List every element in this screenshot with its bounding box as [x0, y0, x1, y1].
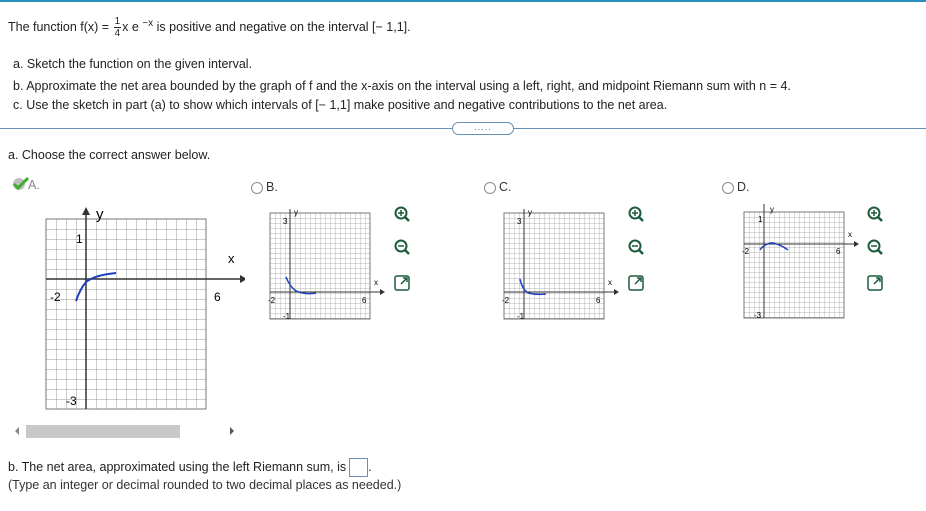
- zoom-out-icon[interactable]: [393, 238, 411, 256]
- zoom-out-icon[interactable]: [866, 238, 884, 256]
- x-max-tick: 6: [362, 296, 367, 305]
- y-bottom-tick: -1: [517, 312, 525, 320]
- problem-intro-suffix: is positive and negative on the interval [− 1,1].: [156, 19, 411, 34]
- x-max-tick: 6: [214, 290, 221, 304]
- grid: [270, 213, 370, 319]
- option-b-label[interactable]: B.: [266, 180, 278, 194]
- fraction: $\frac{1}{4}$: [114, 16, 121, 39]
- y-bottom-tick: -1: [283, 312, 291, 320]
- x-axis-arrow-icon: [240, 275, 245, 283]
- grid: [744, 212, 844, 318]
- option-b-radio[interactable]: [251, 182, 263, 194]
- y-top-tick: 1: [76, 232, 83, 246]
- question-b-text: b. The net area, approximated using the left Riemann sum, is: [8, 459, 347, 474]
- problem-intro: [8, 16, 411, 39]
- question-b: [8, 458, 372, 477]
- x-axis-arrow-icon: [380, 289, 385, 295]
- part-a-text: a. Sketch the function on the given interval.: [13, 57, 253, 71]
- show-more-button[interactable]: .....: [452, 122, 514, 135]
- problem-intro-prefix: The function f(x) =: [8, 19, 110, 34]
- y-label: y: [294, 208, 298, 217]
- graph-option-a: [30, 205, 245, 415]
- zoom-in-icon[interactable]: [393, 205, 411, 223]
- scroll-right-icon[interactable]: [230, 427, 234, 435]
- zoom-out-icon[interactable]: [627, 238, 645, 256]
- horizontal-scrollbar[interactable]: [8, 425, 240, 438]
- y-bottom-tick: -3: [66, 394, 77, 408]
- x-min-tick: -2: [50, 290, 61, 304]
- option-c-radio[interactable]: [484, 182, 496, 194]
- expand-icon[interactable]: [627, 274, 645, 292]
- y-label: y: [96, 206, 104, 223]
- exponent: −x: [142, 17, 154, 29]
- y-top-tick: 3: [517, 217, 522, 226]
- y-top-tick: 3: [283, 217, 288, 226]
- x-max-tick: 6: [596, 296, 601, 305]
- x-min-tick: -2: [742, 247, 750, 256]
- answer-input[interactable]: [349, 458, 368, 477]
- zoom-in-icon[interactable]: [866, 205, 884, 223]
- zoom-in-icon[interactable]: [627, 205, 645, 223]
- y-bottom-tick: -3: [754, 311, 762, 320]
- part-c-text: c. Use the sketch in part (a) to show which intervals of [− 1,1] make positive and negative contributions to the net area.: [13, 98, 668, 112]
- y-label: y: [770, 205, 774, 214]
- x-min-tick: -2: [502, 296, 510, 305]
- x-min-tick: -2: [268, 296, 276, 305]
- question-b-period: .: [368, 459, 372, 474]
- graph-option-b: [266, 205, 388, 320]
- x-label: x: [374, 278, 378, 287]
- option-d-radio[interactable]: [722, 182, 734, 194]
- option-d-label[interactable]: D.: [737, 180, 750, 194]
- y-axis-arrow-icon: [82, 207, 90, 215]
- x-label: x: [608, 278, 612, 287]
- part-b-text: b. Approximate the net area bounded by the graph of f and the x-axis on the interval using a left, right, and midpoint Riemann sum with n = 4.: [13, 79, 791, 93]
- divider-left: [0, 128, 452, 129]
- expand-icon[interactable]: [393, 274, 411, 292]
- graph-option-c: [500, 205, 622, 320]
- divider-right: [513, 128, 926, 129]
- grid: [46, 219, 206, 409]
- x-max-tick: 6: [836, 247, 841, 256]
- x-label: x: [848, 230, 852, 239]
- option-c-label[interactable]: C.: [499, 180, 512, 194]
- scrollbar-thumb[interactable]: [26, 425, 180, 438]
- grid: [504, 213, 604, 319]
- y-top-tick: 1: [758, 215, 763, 224]
- scroll-left-icon[interactable]: [15, 427, 19, 435]
- x-label: x: [228, 251, 235, 266]
- x-axis-arrow-icon: [614, 289, 619, 295]
- expand-icon[interactable]: [866, 274, 884, 292]
- xe-text: x e: [122, 19, 139, 34]
- answer-hint: (Type an integer or decimal rounded to two decimal places as needed.): [8, 478, 402, 492]
- x-axis-arrow-icon: [854, 241, 859, 247]
- y-label: y: [528, 208, 532, 217]
- graph-option-d: [740, 200, 862, 320]
- option-a-label[interactable]: A.: [28, 178, 40, 192]
- top-accent-bar: [0, 0, 926, 2]
- question-a: a. Choose the correct answer below.: [8, 148, 211, 162]
